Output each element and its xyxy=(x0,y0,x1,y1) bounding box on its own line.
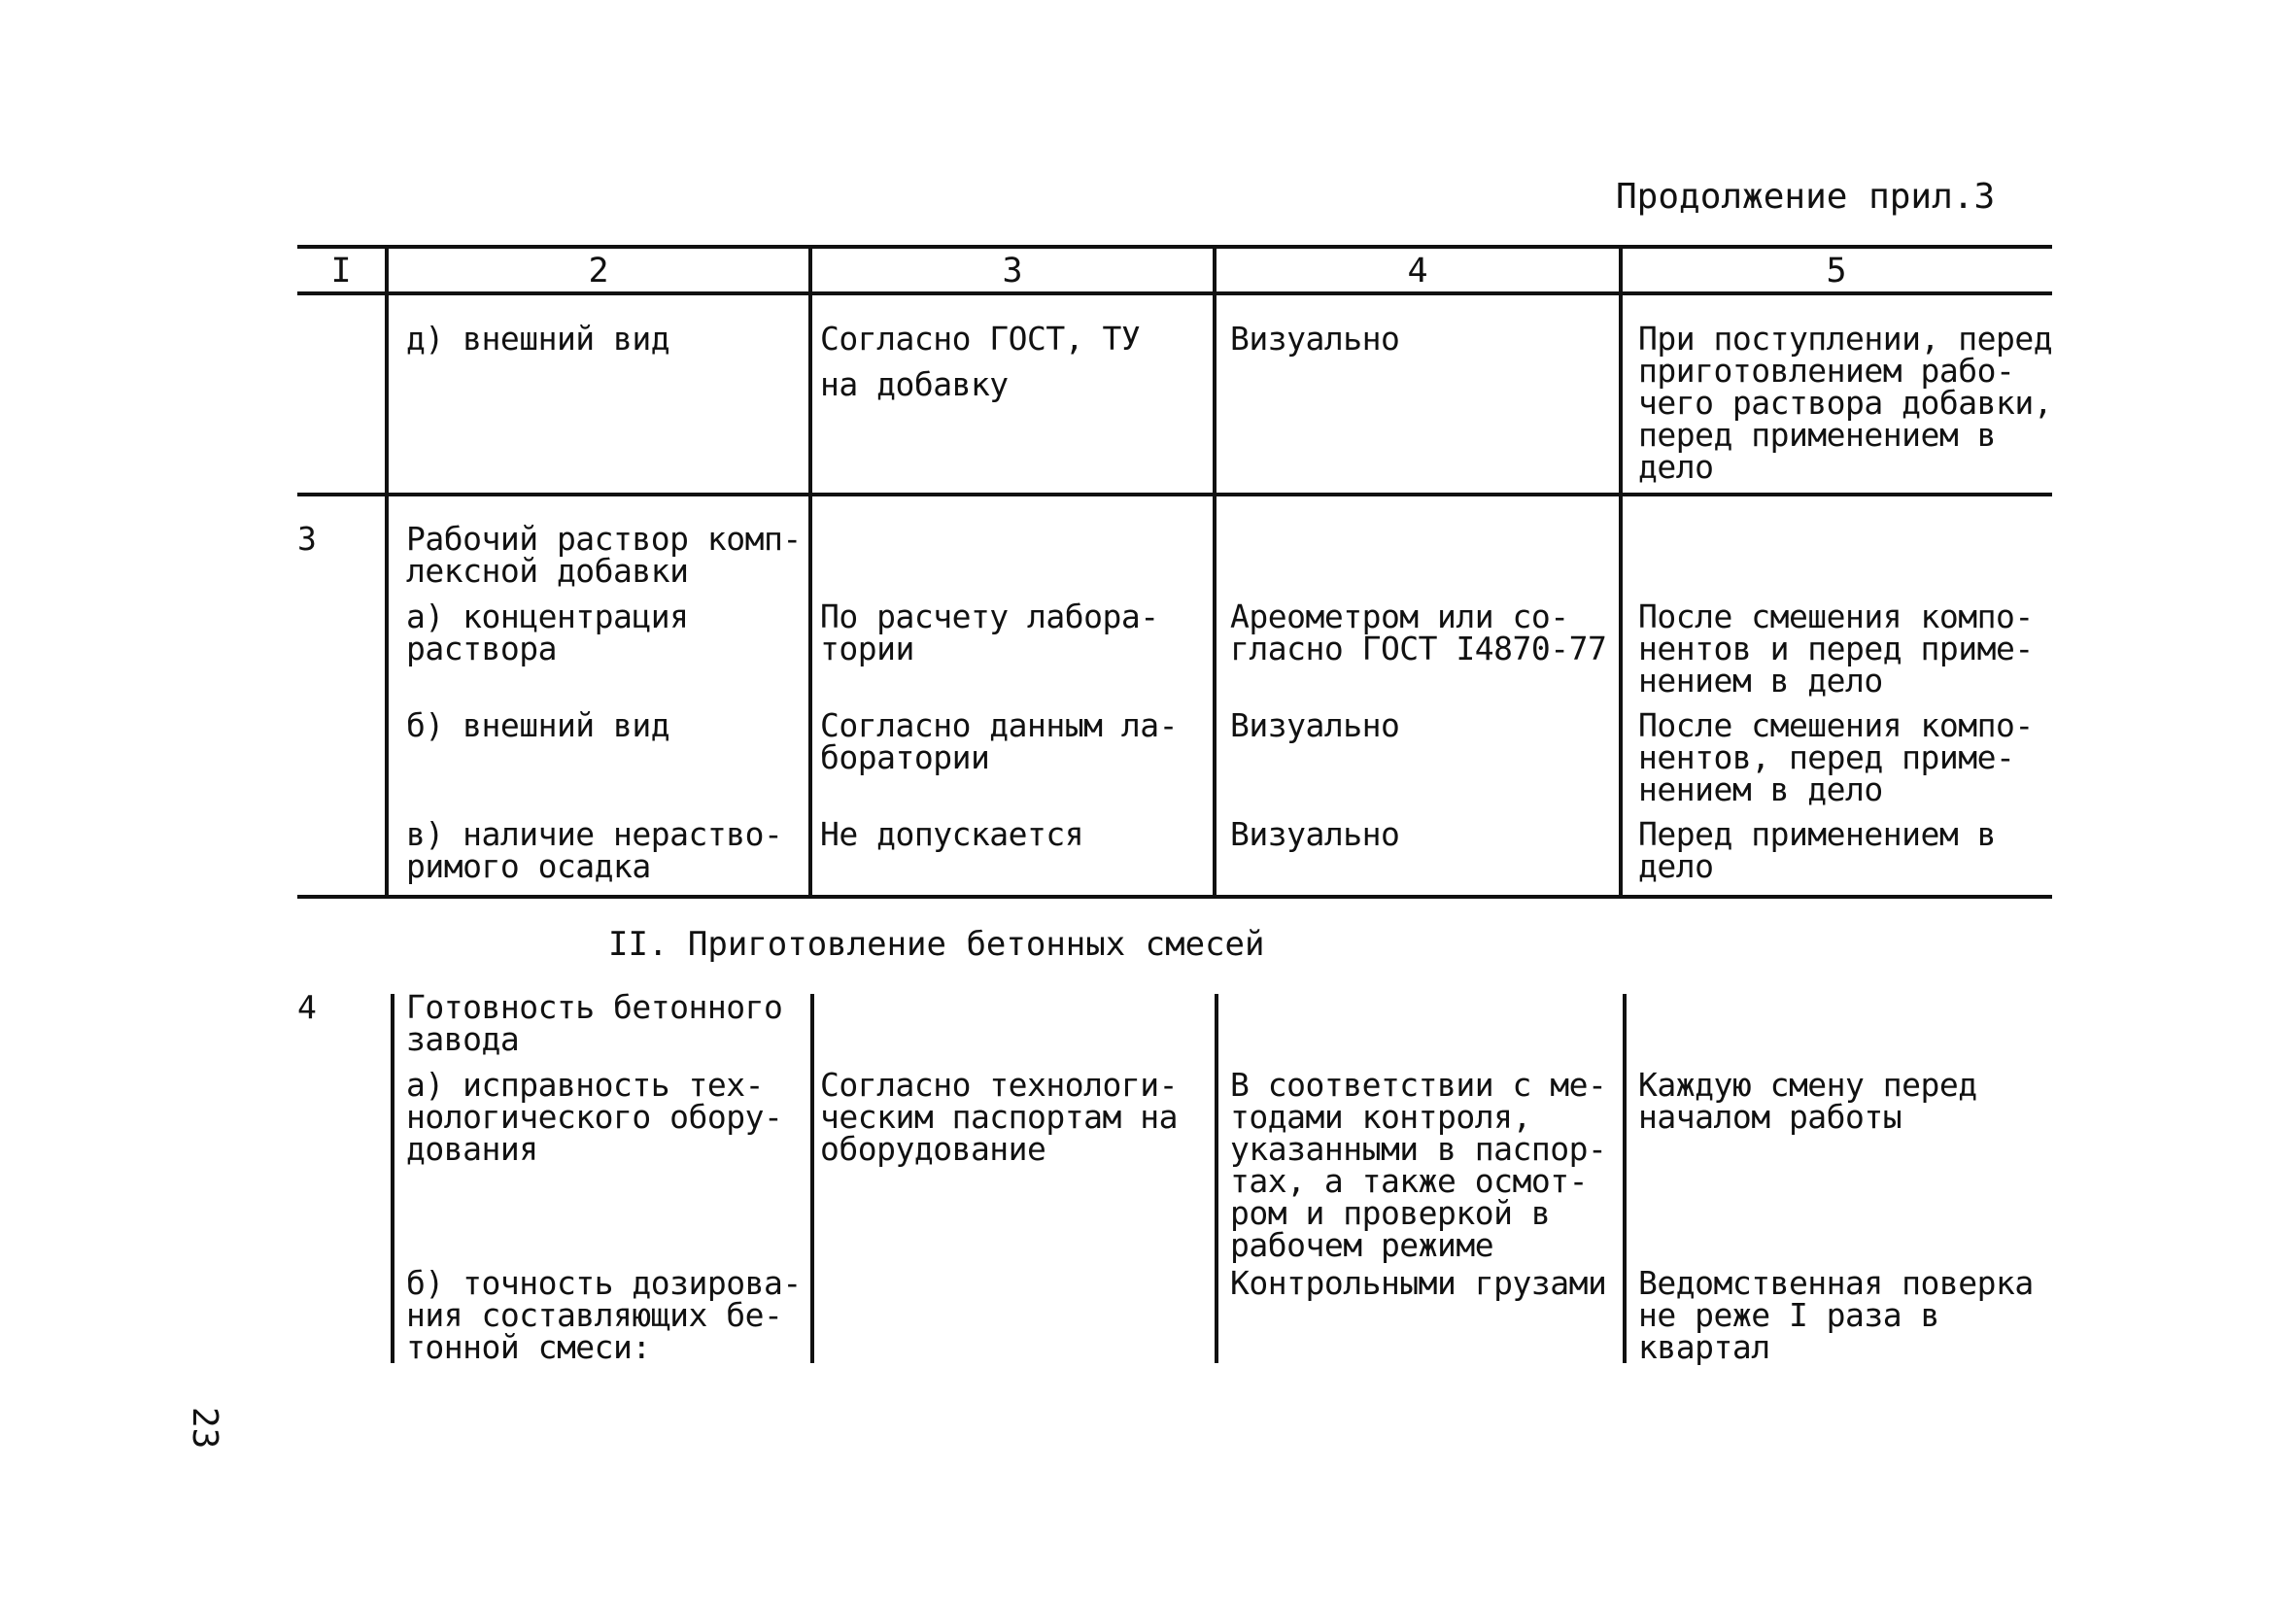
row-6-col-2 xyxy=(406,1066,783,1168)
page-number: 23 xyxy=(185,1407,224,1450)
cell-line: квартал xyxy=(1638,1328,1770,1366)
row-6-col-5 xyxy=(1638,1066,1977,1136)
cell-line: Рабочий раствор комп- xyxy=(406,520,802,558)
cell-line: Перед применением в xyxy=(1638,815,1996,853)
cell-line: перед применением в xyxy=(1638,416,1996,454)
row-4-col-3 xyxy=(820,815,1084,853)
cell-line: Согласно технологи- xyxy=(820,1066,1178,1104)
row-6-col-3 xyxy=(820,1066,1178,1168)
row-3-col-2 xyxy=(406,706,670,744)
row-5-col-2 xyxy=(406,988,783,1058)
section-end-rule xyxy=(297,895,2052,899)
cell-line: оборудование xyxy=(820,1130,1046,1168)
cell-line: Визуально xyxy=(1230,320,1400,358)
cell-line: д) внешний вид xyxy=(406,320,670,358)
row-4-col-4 xyxy=(1230,815,1400,853)
row-2-col-5 xyxy=(1638,598,2034,700)
cell-line: гласно ГОСТ I4870-77 xyxy=(1230,630,1607,667)
col-divider-2-cont xyxy=(810,994,814,1363)
cell-line: а) концентрация xyxy=(406,598,689,635)
header-col-1: I xyxy=(330,252,352,290)
row-0-col-4 xyxy=(1230,320,1400,358)
cell-line: В соответствии с ме- xyxy=(1230,1066,1607,1104)
header-col-3: 3 xyxy=(1002,252,1023,290)
cell-line: При поступлении, перед xyxy=(1638,320,2053,358)
cell-line: тах, а также осмот- xyxy=(1230,1162,1588,1200)
cell-line: римого осадка xyxy=(406,847,651,885)
cell-line: указанными в паспор- xyxy=(1230,1130,1607,1168)
col-divider-2 xyxy=(808,247,812,897)
cell-line: а) исправность тех- xyxy=(406,1066,764,1104)
cell-line: лексной добавки xyxy=(406,552,689,590)
cell-line: приготовлением рабо- xyxy=(1638,352,2015,390)
header-col-2: 2 xyxy=(588,252,609,290)
cell-line: дело xyxy=(1638,448,1714,486)
cell-line: на добавку xyxy=(820,365,1009,403)
row-7-col-2 xyxy=(406,1264,802,1366)
cell-line: не реже I раза в xyxy=(1638,1296,1939,1334)
cell-line: б) точность дозирова- xyxy=(406,1264,802,1302)
cell-line: Готовность бетонного xyxy=(406,988,783,1026)
cell-line: б) внешний вид xyxy=(406,706,670,744)
cell-line: Визуально xyxy=(1230,815,1400,853)
cell-line: ром и проверкой в xyxy=(1230,1194,1551,1232)
cell-line: завода xyxy=(406,1020,520,1058)
cell-line: тории xyxy=(820,630,914,667)
cell-line: чего раствора добавки, xyxy=(1638,384,2053,422)
cell-line: нентов, перед приме- xyxy=(1638,738,2015,776)
row-1-number: 3 xyxy=(297,520,317,558)
header-bottom-rule xyxy=(297,291,2052,295)
row-7-col-4 xyxy=(1230,1264,1607,1302)
col-divider-3-cont xyxy=(1215,994,1218,1363)
cell-line: дело xyxy=(1638,847,1714,885)
col-divider-4 xyxy=(1619,247,1623,897)
cell-line: тодами контроля, xyxy=(1230,1098,1531,1136)
row-1-col-2 xyxy=(406,520,802,590)
cell-line: нением в дело xyxy=(1638,662,1883,700)
header-col-4: 4 xyxy=(1407,252,1428,290)
section-title: II. Приготовление бетонных смесей xyxy=(608,925,1265,964)
cell-line: ческим паспортам на xyxy=(820,1098,1178,1136)
cell-line: После смешения компо- xyxy=(1638,706,2034,744)
header-col-5: 5 xyxy=(1826,252,1847,290)
col-divider-1 xyxy=(385,247,389,897)
cell-line: Контрольными грузами xyxy=(1230,1264,1607,1302)
cell-line: Ведомственная поверка xyxy=(1638,1264,2034,1302)
cell-line: нологического обору- xyxy=(406,1098,783,1136)
table-top-rule xyxy=(297,245,2052,249)
row-6-col-4 xyxy=(1230,1066,1607,1264)
row-0-col-3 xyxy=(820,320,1141,403)
cell-line: началом работы xyxy=(1638,1098,1902,1136)
row-2-col-2 xyxy=(406,600,689,665)
cell-line: Согласно ГОСТ, ТУ xyxy=(820,320,1141,358)
row-4-col-2 xyxy=(406,815,783,885)
row-3-col-4 xyxy=(1230,706,1400,744)
cell-line: нением в дело xyxy=(1638,770,1883,808)
cell-line: боратории xyxy=(820,738,990,776)
cell-line: Согласно данным ла- xyxy=(820,706,1178,744)
col-divider-4-cont xyxy=(1623,994,1627,1363)
cell-line: дования xyxy=(406,1130,538,1168)
row-0-col-5 xyxy=(1638,320,2053,486)
cell-line: ния составляющих бе- xyxy=(406,1296,783,1334)
cell-line: Не допускается xyxy=(820,815,1084,853)
cell-line: в) наличие нераство- xyxy=(406,815,783,853)
cell-line: нентов и перед приме- xyxy=(1638,630,2034,667)
cell-line: Каждую смену перед xyxy=(1638,1066,1977,1104)
row-5-number: 4 xyxy=(297,988,317,1026)
cell-line: Ареометром или со- xyxy=(1230,598,1569,635)
row-2-col-3 xyxy=(820,600,1159,665)
row-0-col-2 xyxy=(406,320,670,358)
cell-line: рабочем режиме xyxy=(1230,1226,1494,1264)
cell-line: После смешения компо- xyxy=(1638,598,2034,635)
row-7-col-5 xyxy=(1638,1264,2034,1366)
row-2-col-4 xyxy=(1230,600,1606,665)
continuation-label: Продолжение прил.3 xyxy=(1616,177,1996,217)
row-4-col-5 xyxy=(1638,815,1996,885)
row-3-col-3 xyxy=(820,706,1178,776)
cell-line: Визуально xyxy=(1230,706,1400,744)
cell-line: раствора xyxy=(406,630,557,667)
col-divider-3 xyxy=(1213,247,1217,897)
cell-line: тонной смеси: xyxy=(406,1328,651,1366)
cell-line: По расчету лабора- xyxy=(820,598,1159,635)
row-rule xyxy=(297,493,2052,496)
row-3-col-5 xyxy=(1638,706,2034,808)
col-divider-1-cont xyxy=(391,994,394,1363)
